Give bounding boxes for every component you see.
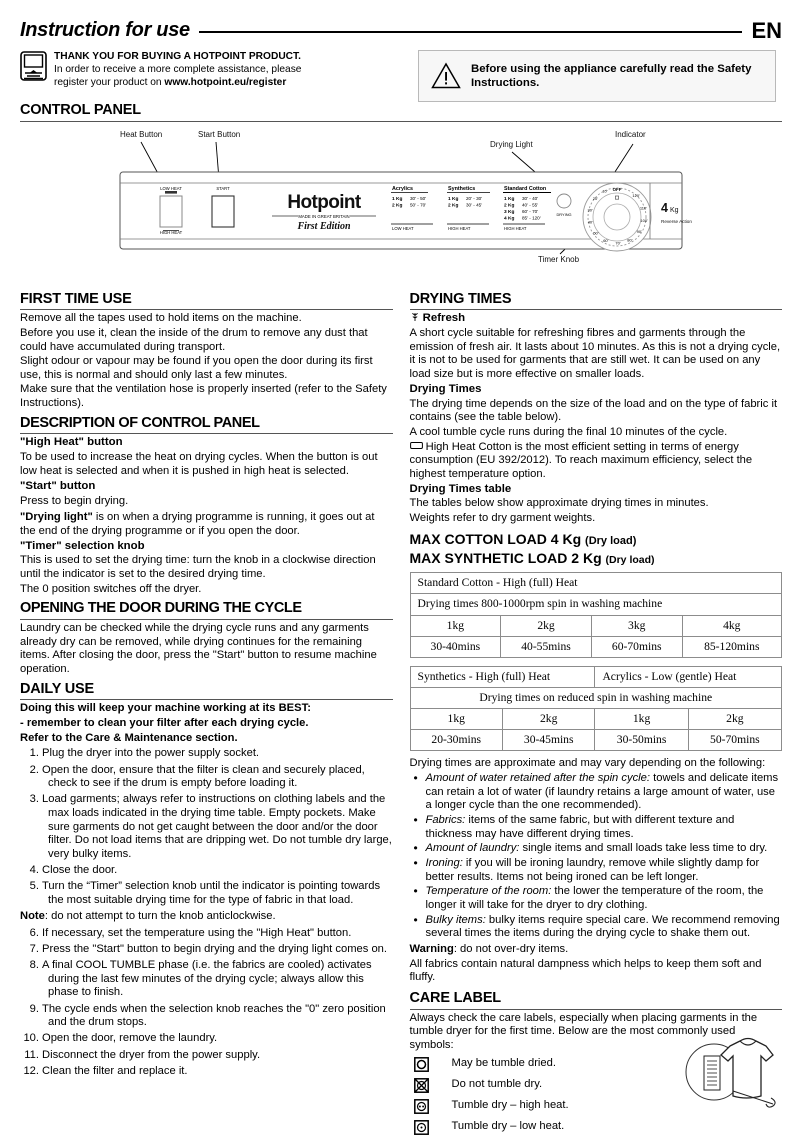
safety-warning-box <box>418 50 776 102</box>
refresh-air-icon <box>410 312 420 322</box>
max-synth-load <box>410 550 783 567</box>
left-column <box>20 291 393 1141</box>
tumble-dry-high-heat-icon <box>410 1099 442 1114</box>
do-not-tumble-dry-icon <box>410 1078 442 1093</box>
step-text: A final COOL TUMBLE phase (i.e. the fabrics are cooled) activates during the last few minutes of the drying cycle; always allow this phase to finish. <box>42 959 372 999</box>
table-cell: 30-45mins <box>502 730 594 751</box>
svg-text:HIGH HEAT: HIGH HEAT <box>504 225 527 231</box>
table-row <box>410 594 782 615</box>
list-item <box>20 747 393 761</box>
step-number: 12. <box>23 1064 39 1077</box>
step-text: Turn the “Timer” selection knob until the indicator is pointing towards the most suitable drying time for the type of fabric in that load. <box>42 880 381 906</box>
ftu-p4: Make sure that the ventilation hose is properly inserted (refer to the Safety Instructions). <box>20 383 387 410</box>
drying-light-para <box>20 511 393 538</box>
list-item <box>410 885 783 912</box>
svg-text:30': 30' <box>587 206 593 212</box>
table-row <box>410 573 782 594</box>
description-panel-heading: DESCRIPTION OF CONTROL PANEL <box>20 415 393 435</box>
svg-text:20' - 30': 20' - 30' <box>466 195 483 201</box>
list-item <box>20 1032 393 1046</box>
thank-you-text <box>54 50 301 90</box>
max-synth-label: MAX SYNTHETIC LOAD 2 Kg <box>409 550 602 567</box>
synthetics-table-title: Synthetics - High (full) Heat <box>410 666 595 687</box>
table-header-cell: 1kg <box>595 709 688 730</box>
bullet-emphasis: Temperature of the room: <box>425 885 552 898</box>
cotton-programme-icon <box>410 441 423 450</box>
svg-text:60': 60' <box>603 237 609 243</box>
svg-text:2 Kg: 2 Kg <box>448 203 459 209</box>
step-number: 3. <box>29 793 39 806</box>
first-time-use-heading: FIRST TIME USE <box>20 291 393 311</box>
cool-tumble-text: A cool tumble cycle runs during the final 10 minutes of the cycle. <box>409 425 728 438</box>
drying-times-heading: DRYING TIMES <box>410 291 783 311</box>
max-synth-note: (Dry load) <box>605 554 655 567</box>
max-cotton-note: (Dry load) <box>585 534 637 547</box>
step-text: Close the door. <box>42 864 118 877</box>
header-body <box>20 50 782 102</box>
table-cell: 40-55mins <box>501 636 592 657</box>
note-label: Note <box>20 910 45 923</box>
svg-text:LOW HEAT: LOW HEAT <box>392 225 414 231</box>
step-text: Disconnect the dryer from the power supply. <box>42 1048 261 1061</box>
svg-text:LOW HEAT: LOW HEAT <box>160 185 182 191</box>
start-button-title: "Start" button <box>20 479 96 492</box>
step-text: Open the door, remove the laundry. <box>42 1032 218 1045</box>
bullet-emphasis: Amount of laundry: <box>425 842 520 855</box>
step-text: The cycle ends when the selection knob reaches the "0" zero position and the drum stops. <box>42 1002 386 1029</box>
list-item <box>410 842 783 856</box>
page-header <box>20 18 782 45</box>
max-cotton-label: MAX COTTON LOAD 4 Kg <box>409 530 582 547</box>
list-item <box>20 1049 393 1063</box>
synthetics-acrylics-drying-table <box>410 666 783 752</box>
callout-start-button: Start Button <box>198 129 241 139</box>
table-text1: The tables below show approximate drying times in minutes. <box>409 497 709 510</box>
daily-use-steps-2 <box>20 927 393 1079</box>
svg-text:120': 120' <box>632 192 640 198</box>
daily-use-best3: Refer to the Care & Maintenance section. <box>20 731 238 744</box>
refresh-title: Refresh <box>422 312 466 325</box>
step-text: If necessary, set the temperature using the "High Heat" button. <box>42 926 352 939</box>
opening-door-heading: OPENING THE DOOR DURING THE CYCLE <box>20 600 393 620</box>
care-label-heading: CARE LABEL <box>410 990 783 1010</box>
svg-text:Acrylics: Acrylics <box>392 185 413 192</box>
opening-door-text: Laundry can be checked while the drying cycle runs and any garments already dry can be removed, while drying continues for the remaining items. After closing the door, press the "Start" button to resume machine operation. <box>20 622 377 676</box>
care-symbol-label: Tumble dry – high heat. <box>451 1099 569 1112</box>
step-text: Open the door, ensure that the filter is clean and securely placed, check to see if the drum is empty before loading it. <box>42 763 365 790</box>
reduced-spin-subtitle: Drying times on reduced spin in washing machine <box>410 687 782 708</box>
list-item <box>410 1120 783 1135</box>
thank-you-title: THANK YOU FOR BUYING A HOTPOINT PRODUCT. <box>54 50 301 62</box>
svg-text:Kg: Kg <box>670 206 679 214</box>
bullet-emphasis: Ironing: <box>425 857 463 869</box>
svg-text:10': 10' <box>602 187 608 193</box>
language-code: EN <box>751 18 782 43</box>
svg-text:40': 40' <box>587 219 593 225</box>
list-item <box>20 764 393 791</box>
callout-drying-light: Drying Light <box>490 139 533 149</box>
svg-text:60' - 70': 60' - 70' <box>522 208 539 214</box>
tumble-dry-low-heat-icon <box>410 1120 442 1135</box>
warning-line <box>410 943 783 957</box>
note-text: : do not attempt to turn the knob anticlockwise. <box>44 910 276 923</box>
list-item <box>410 857 783 884</box>
table-title: Drying Times table <box>409 482 512 495</box>
svg-text:50' - 70': 50' - 70' <box>410 202 427 208</box>
high-heat-title: "High Heat" button <box>20 436 123 449</box>
step-number: 9. <box>29 1002 39 1015</box>
step-number: 7. <box>29 942 39 955</box>
table-row <box>410 730 782 751</box>
svg-text:HIGH HEAT: HIGH HEAT <box>159 229 183 235</box>
table-cell: 20-30mins <box>410 730 502 751</box>
drying-times-text: The drying time depends on the size of the load and on the type of fabric it contains (see the table below). <box>409 397 778 424</box>
table-header-cell: 1kg <box>410 615 501 636</box>
list-item <box>410 914 783 941</box>
timer-knob-title: "Timer" selection knob <box>20 539 145 552</box>
daily-use-best2: - remember to clean your filter after each drying cycle. <box>20 717 309 730</box>
svg-text:20': 20' <box>592 195 598 201</box>
bullet-emphasis: Bulky items: <box>425 913 486 926</box>
step-number: 4. <box>29 864 39 877</box>
control-panel-heading: CONTROL PANEL <box>20 102 782 122</box>
page-title: Instruction for use <box>20 19 190 41</box>
care-symbol-label: Do not tumble dry. <box>451 1078 543 1091</box>
step-number: 1. <box>29 747 39 760</box>
svg-text:OFF: OFF <box>612 186 622 192</box>
high-heat-cotton-para <box>410 441 783 482</box>
control-panel-diagram <box>20 124 782 289</box>
step-number: 5. <box>29 880 39 893</box>
svg-text:4: 4 <box>661 200 668 215</box>
list-item <box>20 959 393 1000</box>
table-cell: 30-50mins <box>595 730 688 751</box>
table-header-cell: 2kg <box>688 709 781 730</box>
svg-text:1 Kg: 1 Kg <box>504 196 515 202</box>
svg-text:110': 110' <box>639 204 648 210</box>
svg-text:Standard Cotton: Standard Cotton <box>504 185 547 192</box>
warning-triangle-icon <box>431 62 461 89</box>
svg-text:30' - 50': 30' - 50' <box>410 195 427 201</box>
content-columns <box>20 291 782 1141</box>
step-text: Press the "Start" button to begin drying and the drying light comes on. <box>42 942 388 955</box>
step-number: 6. <box>29 926 39 939</box>
table-header-cell: 2kg <box>502 709 594 730</box>
svg-text:40' - 55': 40' - 55' <box>522 202 539 208</box>
svg-text:2 Kg: 2 Kg <box>392 203 403 209</box>
care-label-intro: Always check the care labels, especially when placing garments in the tumble dryer for the first time. Below are the most commonly used symbols: <box>409 1011 758 1051</box>
list-item <box>20 943 393 957</box>
bullet-emphasis: Amount of water retained after the spin cycle: <box>425 772 650 785</box>
start-button-text: Press to begin drying. <box>20 494 129 507</box>
register-url[interactable]: www.hotpoint.eu/register <box>164 77 287 89</box>
table-header-cell: 4kg <box>682 615 781 636</box>
svg-text:4 Kg: 4 Kg <box>504 216 515 222</box>
table-row <box>410 666 782 687</box>
svg-text:1 Kg: 1 Kg <box>392 196 403 202</box>
step-text: Clean the filter and replace it. <box>42 1064 188 1077</box>
svg-text:DRYING: DRYING <box>556 211 572 217</box>
drying-footer-intro: Drying times are approximate and may vary depending on the following: <box>409 757 766 770</box>
step-number: 11. <box>24 1048 39 1061</box>
list-item <box>410 814 783 841</box>
table-header-cell: 3kg <box>591 615 682 636</box>
cotton-table-subtitle: Drying times 800-1000rpm spin in washing machine <box>410 594 782 615</box>
timer-knob-text2: The 0 position switches off the dryer. <box>20 582 202 595</box>
svg-text:MADE IN GREAT BRITAIN: MADE IN GREAT BRITAIN <box>298 213 350 219</box>
high-heat-cotton-text: High Heat Cotton is the most efficient setting in terms of energy consumption (EU 392/2012). To reach maximum efficiency, select the highest temperature option. <box>409 440 753 480</box>
table-row <box>410 615 782 636</box>
table-header-cell: 2kg <box>501 615 592 636</box>
cotton-drying-table <box>410 572 783 658</box>
svg-text:HIGH HEAT: HIGH HEAT <box>448 225 471 231</box>
callout-timer-knob: Timer Knob <box>538 254 580 264</box>
warning-text: : do not over-dry items. <box>453 942 569 955</box>
svg-text:50': 50' <box>593 230 599 236</box>
max-cotton-load <box>410 531 783 548</box>
bullet-text: items of the same fabric, but with different texture and thickness may have different drying times. <box>425 814 735 840</box>
callout-indicator: Indicator <box>615 129 646 139</box>
list-item <box>20 1065 393 1079</box>
header-rule <box>199 31 743 33</box>
ftu-p3: Slight odour or vapour may be found if you open the door during its first use, this is normal and should only last a few minutes. <box>20 355 373 381</box>
daily-use-steps-1 <box>20 747 393 907</box>
list-item <box>20 793 393 861</box>
svg-text:1 Kg: 1 Kg <box>448 196 459 202</box>
bullet-text: the lower the temperature of the room, the longer it will take for the dryer to dry clothing. <box>425 885 764 911</box>
warning-text-2: All fabrics contain natural dampness which helps to keep them soft and fluffy. <box>409 957 762 984</box>
list-item <box>410 772 783 813</box>
drying-light-title: "Drying light" <box>20 511 93 524</box>
svg-text:Synthetics: Synthetics <box>448 185 476 192</box>
step-text: Plug the dryer into the power supply socket. <box>42 747 260 760</box>
drying-factors-list <box>410 772 783 941</box>
warning-label: Warning <box>409 942 454 955</box>
table-cell: 50-70mins <box>688 730 781 751</box>
svg-text:90': 90' <box>636 228 642 234</box>
thank-you-line1: In order to receive a more complete assistance, please <box>54 64 302 76</box>
thank-you-line2 <box>54 76 301 89</box>
svg-text:3 Kg: 3 Kg <box>504 209 515 215</box>
svg-text:70': 70' <box>615 239 621 245</box>
svg-text:First Edition: First Edition <box>297 220 351 232</box>
table-row <box>410 687 782 708</box>
cotton-table-title: Standard Cotton - High (full) Heat <box>410 573 782 594</box>
ftu-p2: Before you use it, clean the inside of the drum to remove any dust that could have accumulated during transport. <box>20 326 368 353</box>
right-column <box>410 291 783 1141</box>
svg-text:85' - 120': 85' - 120' <box>522 215 541 221</box>
drying-light-text: is on when a drying programme is running, it goes out at the end of the drying programme or if you open the door. <box>20 511 375 537</box>
list-item <box>20 1003 393 1030</box>
step-number: 2. <box>29 763 39 776</box>
svg-text:2 Kg: 2 Kg <box>504 203 515 209</box>
bullet-text: if you will be ironing laundry, remove while slightly damp for better results. Items not being ironed can be left longer. <box>425 857 760 883</box>
svg-text:START: START <box>216 185 230 191</box>
list-item <box>20 880 393 907</box>
daily-use-heading: DAILY USE <box>20 681 393 701</box>
bullet-emphasis: Fabrics: <box>425 814 466 827</box>
step-text: Load garments; always refer to instructions on clothing labels and the max loads indicated in the drying time table. Empty pockets. Make sure garments do not get caught between the door and/or the door filter. Do not load items that are dripping wet. Do not tumble dry large, very bulky items. <box>42 793 392 861</box>
svg-text:Reverse Action: Reverse Action <box>661 218 692 224</box>
svg-text:Hotpoint: Hotpoint <box>287 191 361 213</box>
svg-text:80': 80' <box>627 236 633 242</box>
step-number: 8. <box>29 959 39 972</box>
list-item <box>20 927 393 941</box>
timer-knob-text: This is used to set the drying time: turn the knob in a clockwise direction until the indicator is set to the desired drying time. <box>20 554 376 581</box>
svg-text:30' - 40': 30' - 40' <box>522 195 539 201</box>
acrylics-table-title: Acrylics - Low (gentle) Heat <box>595 666 782 687</box>
bullet-text: towels and delicate items can retain a lot of water (if laundry retains a large amount of water, use a longer cycle than the one recommended). <box>425 772 779 812</box>
table-cell: 85-120mins <box>682 636 781 657</box>
drying-times-subtitle: Drying Times <box>409 382 482 395</box>
dryer-icon <box>20 51 47 81</box>
table-cell: 60-70mins <box>591 636 682 657</box>
register-prefix: register your product on <box>54 77 165 89</box>
callout-heat-button: Heat Button <box>120 129 163 139</box>
table-text2: Weights refer to dry garment weights. <box>409 512 596 525</box>
bullet-text: bulky items require special care. We recommend removing several times the items during the drying cycle to shake them out. <box>425 913 780 940</box>
table-row <box>410 709 782 730</box>
list-item <box>20 864 393 878</box>
table-header-cell: 1kg <box>410 709 502 730</box>
care-symbol-label: Tumble dry – low heat. <box>451 1120 565 1133</box>
svg-text:100': 100' <box>640 217 648 223</box>
high-heat-text: To be used to increase the heat on drying cycles. When the button is out low heat is selected and when it is pushed in high heat is selected. <box>20 451 378 478</box>
svg-text:30' - 45': 30' - 45' <box>466 202 483 208</box>
daily-use-best1: Doing this will keep your machine working at its BEST: <box>20 702 311 715</box>
safety-warning-text: Before using the appliance carefully read the Safety Instructions. <box>471 62 752 89</box>
table-row <box>410 636 782 657</box>
thank-you-block <box>20 50 390 90</box>
ftu-p1: Remove all the tapes used to hold items on the machine. <box>20 312 302 325</box>
refresh-title-row <box>410 312 783 326</box>
tumble-dry-allowed-icon <box>410 1057 442 1072</box>
table-cell: 30-40mins <box>410 636 501 657</box>
garment-care-label-illustration <box>678 1034 788 1112</box>
refresh-text: A short cycle suitable for refreshing fibres and garments through the emission of fresh air. It lasts about 10 minutes. As this is not a drying cycle, it is not to be used for garments that are still wet. It can be used on any load size but is more effective on smaller loads. <box>409 327 781 381</box>
control-panel-illustration <box>20 124 782 276</box>
care-symbol-label: May be tumble dried. <box>451 1057 556 1070</box>
bullet-text: single items and small loads take less time to dry. <box>519 842 768 855</box>
step-number: 10. <box>23 1032 39 1045</box>
daily-use-note <box>20 910 393 924</box>
